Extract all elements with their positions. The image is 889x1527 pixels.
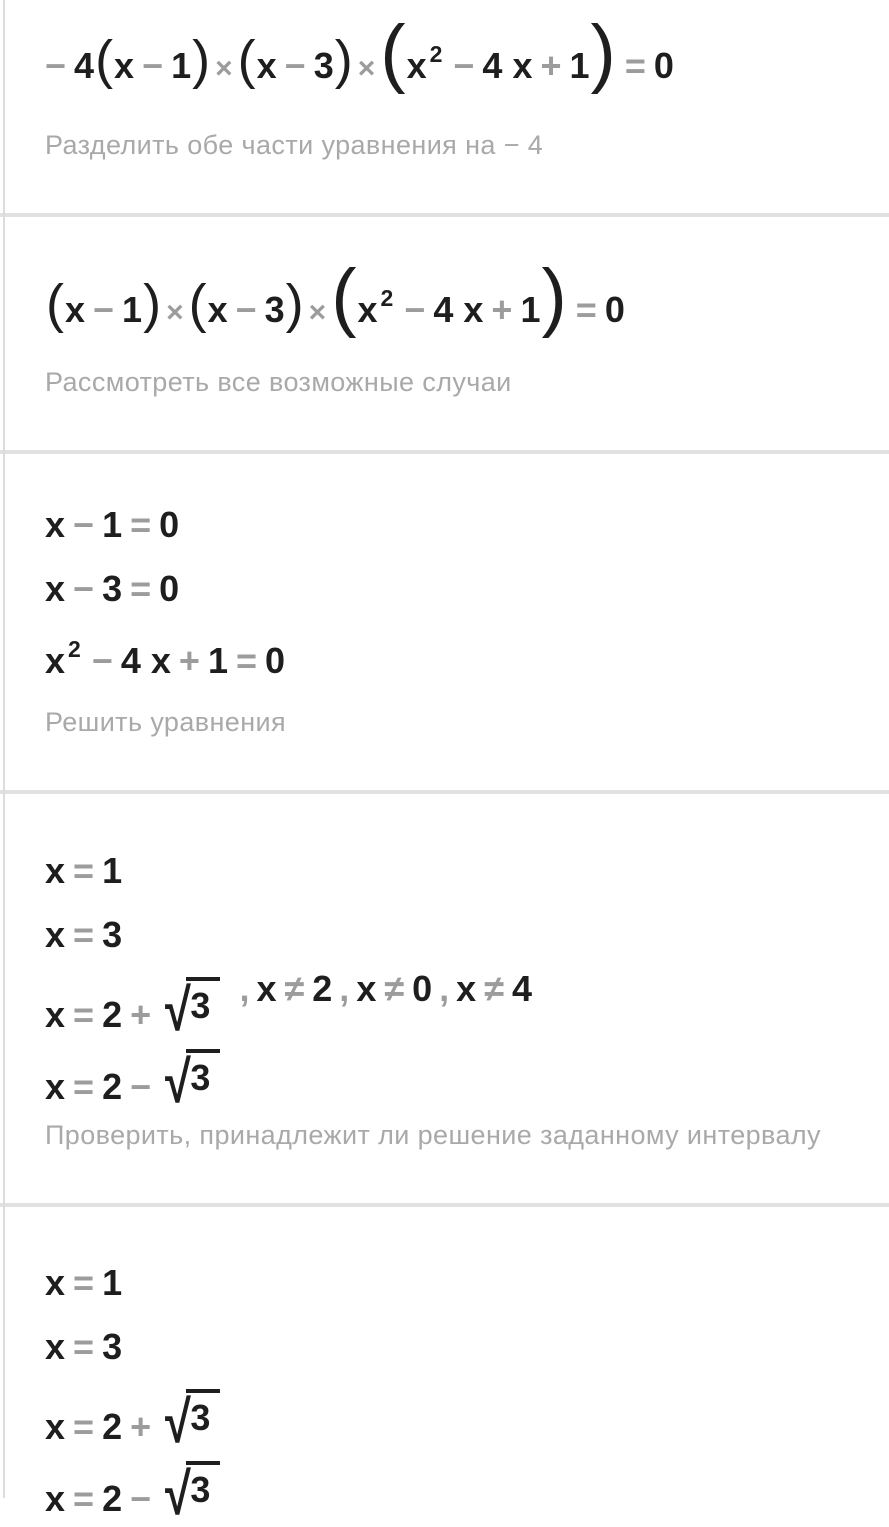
equation-line: ( x − 1 ) × ( x − 3 ) × ( x 2 − 4 x + 1 ) = 0 bbox=[46, 254, 625, 339]
math-operand: 1 bbox=[207, 640, 228, 681]
math-operator: − bbox=[130, 1478, 152, 1519]
math-operator: + bbox=[540, 45, 562, 86]
step-caption: Разделить обе части уравнения на − 4 bbox=[45, 129, 544, 160]
solution-constraints bbox=[232, 968, 532, 1010]
multiply-operator: × bbox=[357, 52, 376, 85]
math-operand: 3 bbox=[102, 568, 123, 609]
math-operand: 0 bbox=[412, 968, 433, 1009]
math-operand: 4 bbox=[511, 968, 532, 1009]
math-operator: + bbox=[130, 994, 152, 1035]
sqrt-expression: √ 3 bbox=[165, 1058, 220, 1105]
math-operand: 0 bbox=[159, 504, 180, 545]
math-operand: 4 x bbox=[120, 640, 171, 681]
math-operator: = bbox=[575, 289, 597, 330]
math-operator: = bbox=[130, 568, 152, 609]
math-operand: 2 bbox=[102, 1406, 123, 1447]
sqrt-expression: √ 3 bbox=[165, 1398, 220, 1445]
math-operand: x bbox=[45, 850, 66, 891]
math-operand: x bbox=[64, 289, 86, 330]
math-operand: x bbox=[456, 968, 477, 1009]
math-operator: ≠ bbox=[384, 968, 405, 1009]
math-operator: − bbox=[93, 289, 115, 330]
superscript-exponent: 2 bbox=[429, 41, 443, 67]
radicand: 3 bbox=[186, 1461, 220, 1508]
math-operand: 1 bbox=[102, 504, 123, 545]
equation-line bbox=[45, 1460, 889, 1527]
math-operator: − bbox=[235, 289, 257, 330]
math-operand: 3 bbox=[313, 45, 334, 86]
math-operand: 0 bbox=[653, 45, 674, 86]
math-operator: + bbox=[491, 289, 513, 330]
equation-line bbox=[45, 914, 889, 955]
math-operand: 4 bbox=[74, 45, 95, 86]
math-operand: 1 bbox=[520, 289, 541, 330]
superscript-exponent: 2 bbox=[68, 636, 81, 662]
math-operand: x bbox=[45, 640, 66, 681]
step-caption: Проверить, принадлежит ли решение заданному интервалу bbox=[45, 1119, 821, 1150]
math-operand: 2 bbox=[102, 1478, 123, 1519]
equation-line bbox=[45, 568, 889, 609]
math-operator: = bbox=[73, 914, 95, 955]
equation-line bbox=[45, 636, 889, 681]
math-operator: − bbox=[45, 45, 67, 86]
math-operand: x bbox=[45, 568, 66, 609]
math-operand: 0 bbox=[604, 289, 625, 330]
solution-step bbox=[0, 217, 889, 450]
math-operator: − bbox=[91, 640, 113, 681]
math-operand: 2 bbox=[102, 994, 123, 1035]
math-operator: ≠ bbox=[284, 968, 305, 1009]
multiply-operator: × bbox=[166, 296, 184, 329]
math-operator: + bbox=[130, 1406, 152, 1447]
math-operand: x bbox=[256, 45, 277, 86]
math-operator: = bbox=[73, 1066, 95, 1107]
math-operator: − bbox=[73, 568, 95, 609]
math-operand: 3 bbox=[102, 914, 123, 955]
math-operator: = bbox=[235, 640, 257, 681]
math-operator: ≠ bbox=[484, 968, 504, 1009]
math-operator: − bbox=[284, 45, 306, 86]
math-operator: = bbox=[73, 1478, 95, 1519]
math-operand: x bbox=[45, 1406, 66, 1447]
step-caption: Решить уравнения bbox=[45, 706, 287, 737]
math-operand: 0 bbox=[265, 640, 286, 681]
solution-step bbox=[0, 1207, 889, 1527]
math-operand: 4 x bbox=[433, 289, 484, 330]
math-operand: x bbox=[356, 968, 377, 1009]
math-operator: + bbox=[178, 640, 200, 681]
math-operand: 0 bbox=[159, 568, 180, 609]
math-operator: = bbox=[73, 850, 95, 891]
equation-line bbox=[45, 1326, 889, 1367]
math-operand: x bbox=[256, 968, 277, 1009]
math-operator: = bbox=[73, 1406, 95, 1447]
left-edge-line bbox=[3, 0, 5, 1498]
math-operand: x bbox=[114, 45, 135, 86]
math-operand: x bbox=[45, 914, 66, 955]
equation-line bbox=[45, 1388, 889, 1455]
math-operator: = bbox=[73, 1326, 95, 1367]
step-caption: Рассмотреть все возможные случаи bbox=[45, 366, 512, 397]
solution-step bbox=[0, 454, 889, 790]
math-operand: 2 bbox=[102, 1066, 123, 1107]
math-operand: x bbox=[357, 289, 378, 330]
math-operator: = bbox=[73, 1262, 95, 1303]
equation-line bbox=[45, 850, 889, 891]
math-operator: = bbox=[73, 994, 95, 1035]
math-operator: − bbox=[453, 45, 475, 86]
math-operand: 1 bbox=[102, 850, 123, 891]
comma-separator: , bbox=[439, 968, 450, 1009]
radicand: 3 bbox=[186, 1049, 220, 1096]
math-operand: x bbox=[406, 45, 427, 86]
math-operand: x bbox=[45, 504, 66, 545]
comma-separator: , bbox=[339, 968, 350, 1009]
math-operand: 3 bbox=[102, 1326, 123, 1367]
math-operator: − bbox=[142, 45, 164, 86]
solution-step bbox=[0, 794, 889, 1203]
math-operand: x bbox=[45, 1478, 66, 1519]
radicand: 3 bbox=[186, 1389, 220, 1436]
math-operand: x bbox=[45, 1066, 66, 1107]
comma-separator: , bbox=[239, 968, 250, 1009]
math-operand: x bbox=[45, 994, 66, 1035]
math-operand: 1 bbox=[122, 289, 143, 330]
equation-line bbox=[45, 1048, 889, 1115]
math-operand: 4 x bbox=[482, 45, 533, 86]
equation-line bbox=[45, 968, 889, 1043]
math-operator: − bbox=[130, 1066, 152, 1107]
sqrt-expression: √ 3 bbox=[165, 1470, 220, 1517]
solution-step bbox=[0, 0, 889, 213]
math-operand: x bbox=[207, 289, 228, 330]
math-operator: = bbox=[624, 45, 646, 86]
math-operand: 3 bbox=[264, 289, 285, 330]
equation-line bbox=[45, 504, 889, 545]
math-operator: = bbox=[130, 504, 152, 545]
superscript-exponent: 2 bbox=[380, 285, 394, 311]
math-operator: − bbox=[73, 504, 95, 545]
math-operand: x bbox=[45, 1326, 66, 1367]
math-operand: 1 bbox=[171, 45, 192, 86]
multiply-operator: × bbox=[215, 52, 233, 85]
sqrt-expression: √ 3 bbox=[165, 986, 220, 1033]
math-operand: 2 bbox=[312, 968, 333, 1009]
math-operator: − bbox=[404, 289, 426, 330]
math-operand: x bbox=[45, 1262, 66, 1303]
math-operand: 1 bbox=[102, 1262, 123, 1303]
multiply-operator: × bbox=[308, 296, 327, 329]
equation-line: − 4 ( x − 1 ) × ( x − 3 ) × ( x 2 − 4 x + 1 ) = 0 bbox=[45, 10, 674, 95]
equation-line bbox=[45, 1262, 889, 1303]
radicand: 3 bbox=[186, 977, 220, 1024]
math-operand: 1 bbox=[569, 45, 590, 86]
